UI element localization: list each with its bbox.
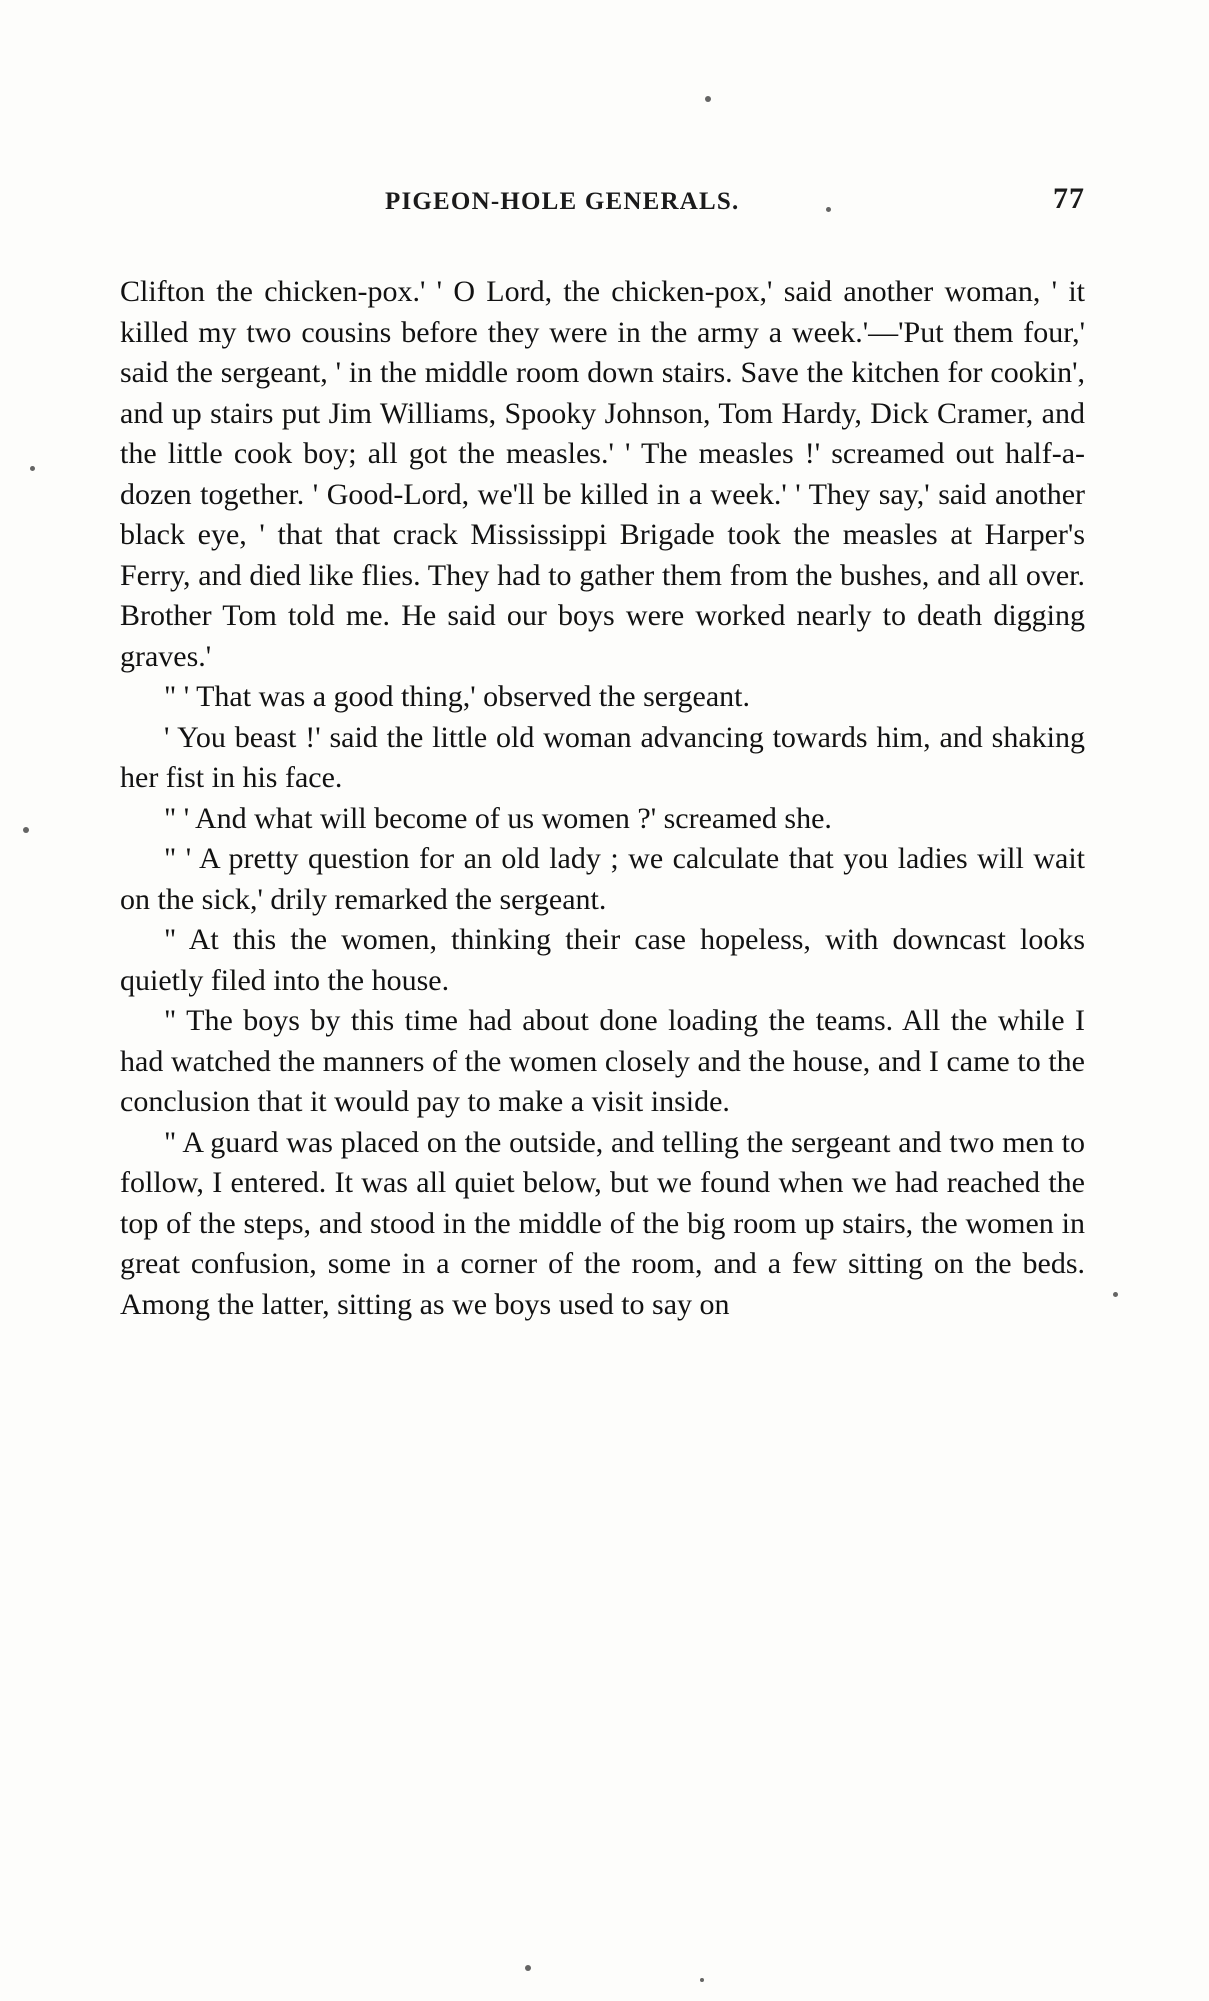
page-number: 77 — [1053, 182, 1085, 215]
scan-speck — [826, 207, 831, 212]
paragraph: Clifton the chicken-pox.' ' O Lord, the chicken-pox,' said another woman, ' it killed my two cousins before they were in the army a week.'—'Put them four,' said the sergeant, ' in the middle room down stairs. Save the kitchen for cookin', and up stairs put Jim Williams, Spooky Johnson, Tom Hardy, Dick Cramer, and the little cook boy; all got the measles.' ' The measles !' screamed out half-a-dozen together. ' Good-Lord, we'll be killed in a week.' ' They say,' said another black eye, ' that that crack Mississippi Brigade took the measles at Harper's Ferry, and died like flies. They had to gather them from the bushes, and all over. Brother Tom told me. He said our boys were worked nearly to death digging graves.' — [120, 275, 1085, 673]
paragraph: " The boys by this time had about done loading the teams. All the while I had watched the manners of the women closely and the house, and I came to the conclusion that it would pay to make a visit inside. — [120, 1004, 1085, 1118]
paragraph: " At this the women, thinking their case hopeless, with downcast looks quietly filed into the house. — [120, 923, 1085, 997]
paragraph: " ' That was a good thing,' observed the sergeant. — [164, 680, 750, 713]
running-head: PIGEON-HOLE GENERALS. — [385, 188, 740, 215]
scan-speck — [700, 1978, 704, 1982]
scan-speck — [525, 1965, 531, 1971]
paragraph: ' You beast !' said the little old woman advancing towards him, and shaking her fist in his face. — [120, 720, 1085, 794]
scan-speck — [705, 96, 711, 102]
page-header — [125, 182, 1085, 216]
paragraph: " ' A pretty question for an old lady ; we calculate that you ladies will wait on the sick,' drily remarked the sergeant. — [120, 842, 1085, 916]
paragraph: " ' And what will become of us women ?' screamed she. — [164, 801, 832, 835]
scan-speck — [1113, 1292, 1118, 1297]
scan-speck — [30, 466, 35, 471]
scan-speck — [23, 827, 29, 833]
body-text — [120, 272, 1085, 1325]
paragraph: " A guard was placed on the outside, and telling the sergeant and two men to follow, I entered. It was all quiet below, but we found when we had reached the top of the steps, and stood in the middle of the big room up stairs, the women in great confusion, some in a corner of the room, and a few sitting on the beds. Among the latter, sitting as we boys used to say on — [120, 1125, 1085, 1321]
